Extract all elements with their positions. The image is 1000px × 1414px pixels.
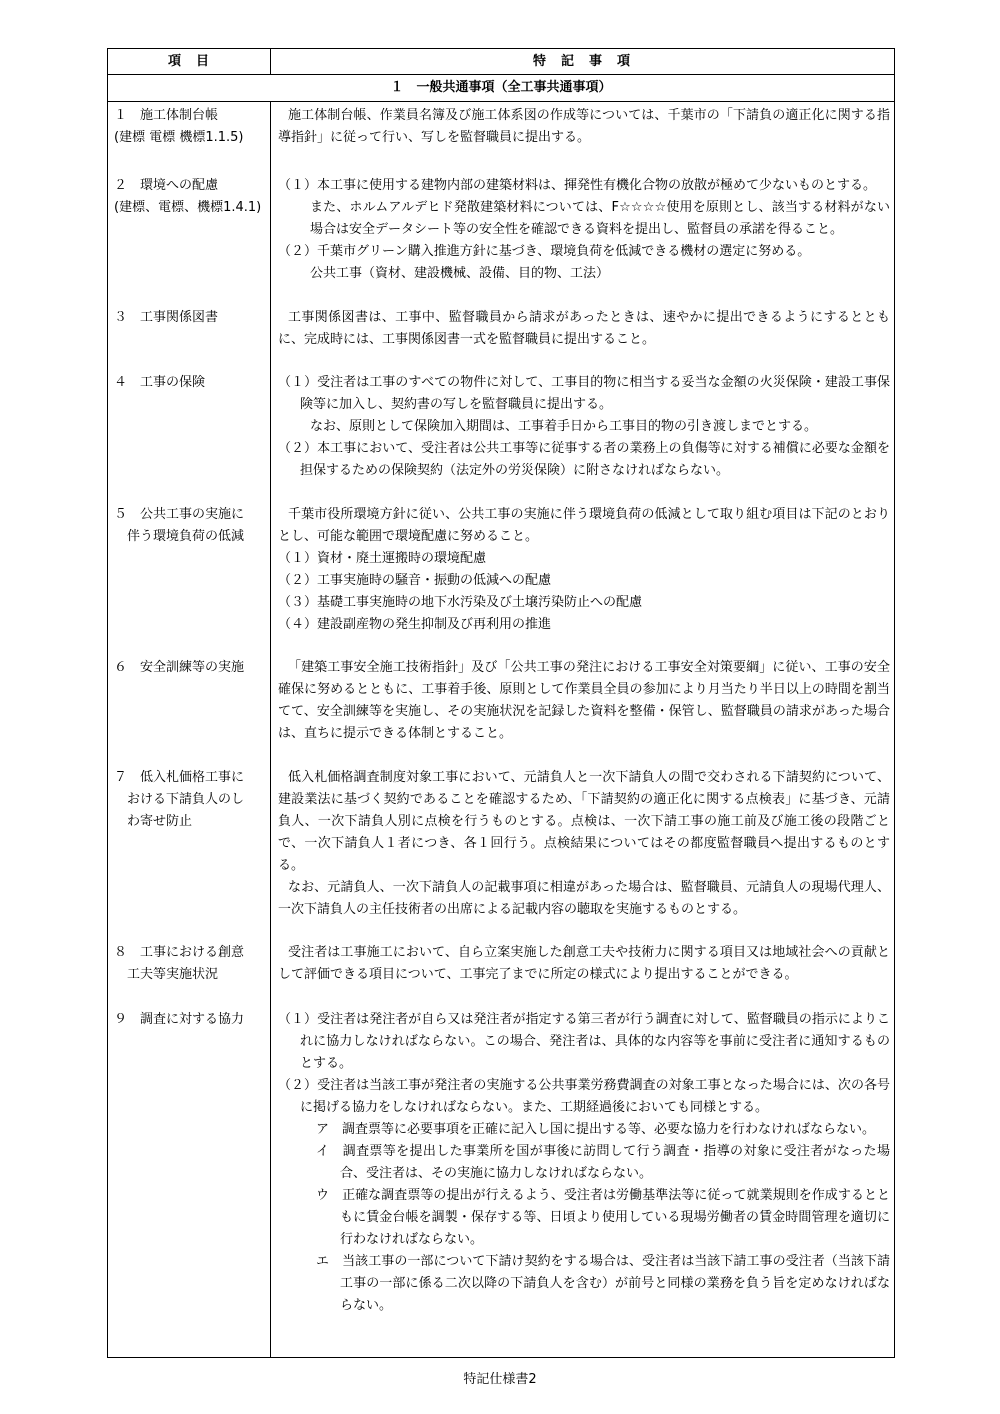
item-paragraph: なお、元請負人、一次下請負人の記載事項に相違があった場合は、監督職員、元請負人の現場代理人、一次下請負人の主任技術者の出席による記載内容の聴取を実施するものとする。 (278, 880, 890, 917)
item-body (278, 657, 890, 745)
section-title: １ 一般共通事項（全工事共通事項） (108, 75, 894, 102)
header-item: 項 目 (167, 54, 210, 69)
item-paragraph: ウ 正確な調査票等の提出が行えるよう、受注者は労働基準法等に従って就業規則を作成するとともに賃金台帳を調製・保存する等、日頃より使用している現場労働者の賃金時間管理を適切に行わなければならない。 (316, 1188, 890, 1247)
item-paragraph: 施工体制台帳、作業員名簿及び施工体系図の作成等については、千葉市の「下請負の適正化に関する指導指針」に従って行い、写しを監督職員に提出する。 (278, 108, 890, 145)
item-paragraph: また、ホルムアルデヒド発散建築材料については、F☆☆☆☆使用を原則とし、該当する材料がない場合は安全データシート等の安全性を確認できる資料を提出し、監督員の承諾を得ること。 (310, 200, 890, 237)
item-label: ４ 工事の保険 (114, 375, 206, 390)
item-paragraph: エ 当該工事の一部について下請け契約をする場合は、受注者は当該下請工事の受注者（当該下請工事の一部に係る二次以降の下請負人を含む）が前号と同様の業務を負う旨を定めなければならない。 (316, 1254, 890, 1313)
item-paragraph: （２）千葉市グリーン購入推進方針に基づき、環境負荷を低減できる機材の選定に努める。 (278, 244, 811, 259)
item-paragraph: 工事関係図書は、工事中、監督職員から請求があったときは、速やかに提出できるようにするとともに、完成時には、工事関係図書一式を監督職員に提出すること。 (278, 310, 890, 347)
item-paragraph: なお、原則として保険加入期間は、工事着手日から工事目的物の引き渡しまでとする。 (310, 419, 818, 434)
item-body (278, 175, 890, 285)
item-paragraph: イ 調査票等を提出した事業所を国が事後に訪問して行う調査・指導の対象に受注者がなった場合、受注者は、その実施に協力しなければならない。 (316, 1144, 890, 1181)
spec-table (107, 48, 895, 1358)
item-label: ３ 工事関係図書 (114, 310, 219, 325)
item-body (278, 307, 890, 351)
item-paragraph: 公共工事（資材、建設機械、設備、目的物、工法） (310, 266, 610, 281)
item-paragraph: 低入札価格調査制度対象工事において、元請負人と一次下請負人の間で交わされる下請契約について、建設業法に基づく契約であることを確認するため、「下請契約の適正化に関する点検表」に基づき、元請負人、一次下請負人別に点検を行うものとする。点検は、一次下請工事の施工前及び施工後の段階ごとで、一次下請負人１者につき、各１回行う。点検結果についてはその都度監督職員へ提出するものとする。 (278, 770, 890, 873)
item-paragraph: （４）建設副産物の発生抑制及び再利用の推進 (278, 617, 552, 632)
item-paragraph: （１）資材・廃土運搬時の環境配慮 (278, 551, 487, 566)
item-label: ７ 低入札価格工事に おける下請負人のし わ寄せ防止 (114, 770, 245, 829)
column-divider (270, 101, 271, 1357)
page-footer: 特記仕様書2 (463, 1372, 537, 1387)
item-paragraph: 千葉市役所環境方針に従い、公共工事の実施に伴う環境負荷の低減として取り組む項目は下記のとおりとし、可能な範囲で環境配慮に努めること。 (278, 507, 890, 544)
item-body (278, 942, 890, 986)
item-paragraph: （２）工事実施時の騒音・振動の低減への配慮 (278, 573, 552, 588)
item-paragraph: （２）本工事において、受注者は公共工事等に従事する者の業務上の負傷等に対する補償に必要な金額を担保するための保険契約（法定外の労災保険）に附さなければならない。 (278, 441, 890, 478)
item-paragraph: ア 調査票等に必要事項を正確に記入し国に提出する等、必要な協力を行わなければならない。 (316, 1122, 876, 1137)
item-label: ２ 環境への配慮 (建標、電標、機標1.4.1) (114, 178, 262, 215)
item-paragraph: 受注者は工事施工において、自ら立案実施した創意工夫や技術力に関する項目又は地域社会への貢献として評価できる項目について、工事完了までに所定の様式により提出することができる。 (278, 945, 890, 982)
item-label: １ 施工体制台帳 (建標 電標 機標1.1.5) (114, 108, 244, 145)
item-label: ８ 工事における創意 工夫等実施状況 (114, 945, 245, 982)
item-paragraph: （１）本工事に使用する建物内部の建築材料は、揮発性有機化合物の放散が極めて少ないものとする。 (278, 178, 877, 193)
item-paragraph: 「建築工事安全施工技術指針」及び「公共工事の発注における工事安全対策要綱」に従い、工事の安全確保に努めるとともに、工事着手後、原則として作業員全員の参加により月当たり半日以上の時間を割当てて、安全訓練等を実施し、その実施状況を記録した資料を整備・保管し、監督職員の請求があった場合は、直ちに提示できる体制とすること。 (278, 660, 890, 741)
header-detail: 特 記 事 項 (532, 54, 631, 69)
item-body (278, 1009, 890, 1317)
item-body (278, 372, 890, 482)
item-label: ５ 公共工事の実施に 伴う環境負荷の低減 (114, 507, 245, 544)
table-header (108, 49, 894, 75)
item-paragraph: （２）受注者は当該工事が発注者の実施する公共事業労務費調査の対象工事となった場合には、次の各号に掲げる協力をしなければならない。また、工期経過後においても同様とする。 (278, 1078, 890, 1115)
item-paragraph: （１）受注者は発注者が自ら又は発注者が指定する第三者が行う調査に対して、監督職員の指示によりこれに協力しなければならない。この場合、発注者は、具体的な内容等を事前に受注者に通知するものとする。 (278, 1012, 890, 1071)
item-body (278, 105, 890, 149)
item-body (278, 767, 890, 921)
item-paragraph: （３）基礎工事実施時の地下水汚染及び土壌汚染防止への配慮 (278, 595, 643, 610)
column-divider (270, 49, 271, 74)
item-body (278, 504, 890, 636)
item-paragraph: （１）受注者は工事のすべての物件に対して、工事目的物に相当する妥当な金額の火災保険・建設工事保険等に加入し、契約書の写しを監督職員に提出する。 (278, 375, 890, 412)
item-label: ６ 安全訓練等の実施 (114, 660, 245, 675)
item-label: ９ 調査に対する協力 (114, 1012, 245, 1027)
